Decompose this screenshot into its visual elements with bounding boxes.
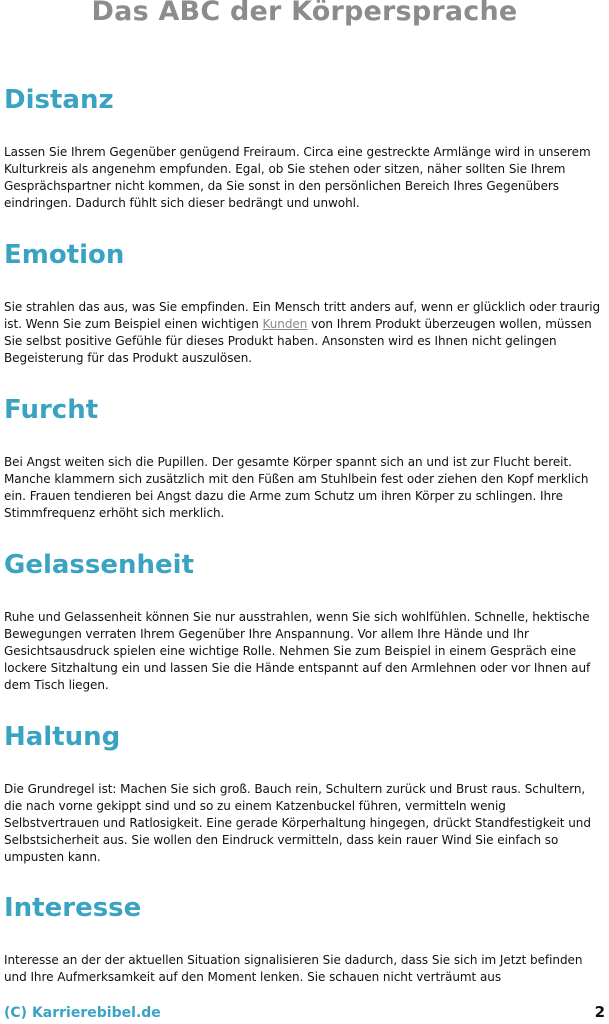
section-heading: Haltung [4, 722, 121, 752]
body-text: Sie strahlen das aus, was Sie empfinden. Ein Mensch tritt anders auf, wenn er glücklich oder traurig ist. Wenn Sie zum Beispiel einen wichtigen [4, 300, 601, 331]
kunden-link[interactable]: Kunden [262, 317, 308, 331]
section-body: Die Grundregel ist: Machen Sie sich groß. Bauch rein, Schultern zurück und Brust raus. Schultern, die nach vorne gekippt sind und so zu einem Katzenbuckel führen, vermitteln wenig Selbstvertrauen und Ratlosigkeit. Eine gerade Körperhaltung hingegen, drückt Standfestigkeit und Selbstsicherheit aus. Sie wollen den Eindruck vermitteln, dass kein rauer Wind Sie einfach so umpusten kann. [4, 782, 591, 864]
body-text: von Ihrem Produkt überzeugen wollen, müssen Sie selbst positive Gefühle für dieses Produkt haben. Ansonsten wird es Ihnen nicht gelingen Begeisterung für das Produkt auszulösen. [4, 317, 592, 365]
section-heading: Distanz [4, 85, 114, 115]
page-number: 2 [594, 1003, 605, 1021]
section-heading: Emotion [4, 240, 125, 270]
page-title: Das ABC der Körpersprache [91, 0, 518, 27]
section-haltung [4, 721, 604, 866]
section-heading: Interesse [4, 893, 142, 923]
section-interesse [4, 892, 604, 986]
section-emotion [4, 239, 604, 367]
section-gelassenheit [4, 549, 604, 694]
section-body: Bei Angst weiten sich die Pupillen. Der gesamte Körper spannt sich an und ist zur Flucht bereit. Manche klammern sich zusätzlich mit den Füßen am Stuhlbein fest oder ziehen den Kopf merklich ein. Frauen tendieren bei Angst dazu die Arme zum Schutz um ihren Körper zu schlingen. Ihre Stimmfrequenz erhöht sich merklich. [4, 455, 589, 520]
section-body [4, 299, 604, 367]
section-body: Lassen Sie Ihrem Gegenüber genügend Freiraum. Circa eine gestreckte Armlänge wird in unserem Kulturkreis als angenehm empfunden. Egal, ob Sie stehen oder sitzen, näher sollten Sie Ihrem Gesprächspartner nicht kommen, da Sie sonst in den persönlichen Bereich Ihres Gegenübers eindringen. Dadurch fühlt sich dieser bedrängt und unwohl. [4, 145, 591, 210]
section-body: Interesse an der der aktuellen Situation signalisieren Sie dadurch, dass Sie sich im Jetzt befinden und Ihre Aufmerksamkeit auf den Moment lenken. Sie schauen nicht verträumt aus [4, 953, 583, 984]
section-heading: Gelassenheit [4, 550, 195, 580]
section-furcht [4, 394, 604, 522]
footer-copyright: (C) Karrierebibel.de [4, 1005, 161, 1021]
section-distanz [4, 84, 604, 212]
section-body: Ruhe und Gelassenheit können Sie nur ausstrahlen, wenn Sie sich wohlfühlen. Schnelle, hektische Bewegungen verraten Ihrem Gegenüber Ihre Anspannung. Vor allem Ihre Hände und Ihr Gesichtsausdruck spielen eine wichtige Rolle. Nehmen Sie zum Beispiel in einem Gespräch eine lockere Sitzhaltung ein und lassen Sie die Hände entspannt auf den Armlehnen oder vor Ihnen auf dem Tisch liegen. [4, 610, 591, 692]
section-heading: Furcht [4, 395, 99, 425]
